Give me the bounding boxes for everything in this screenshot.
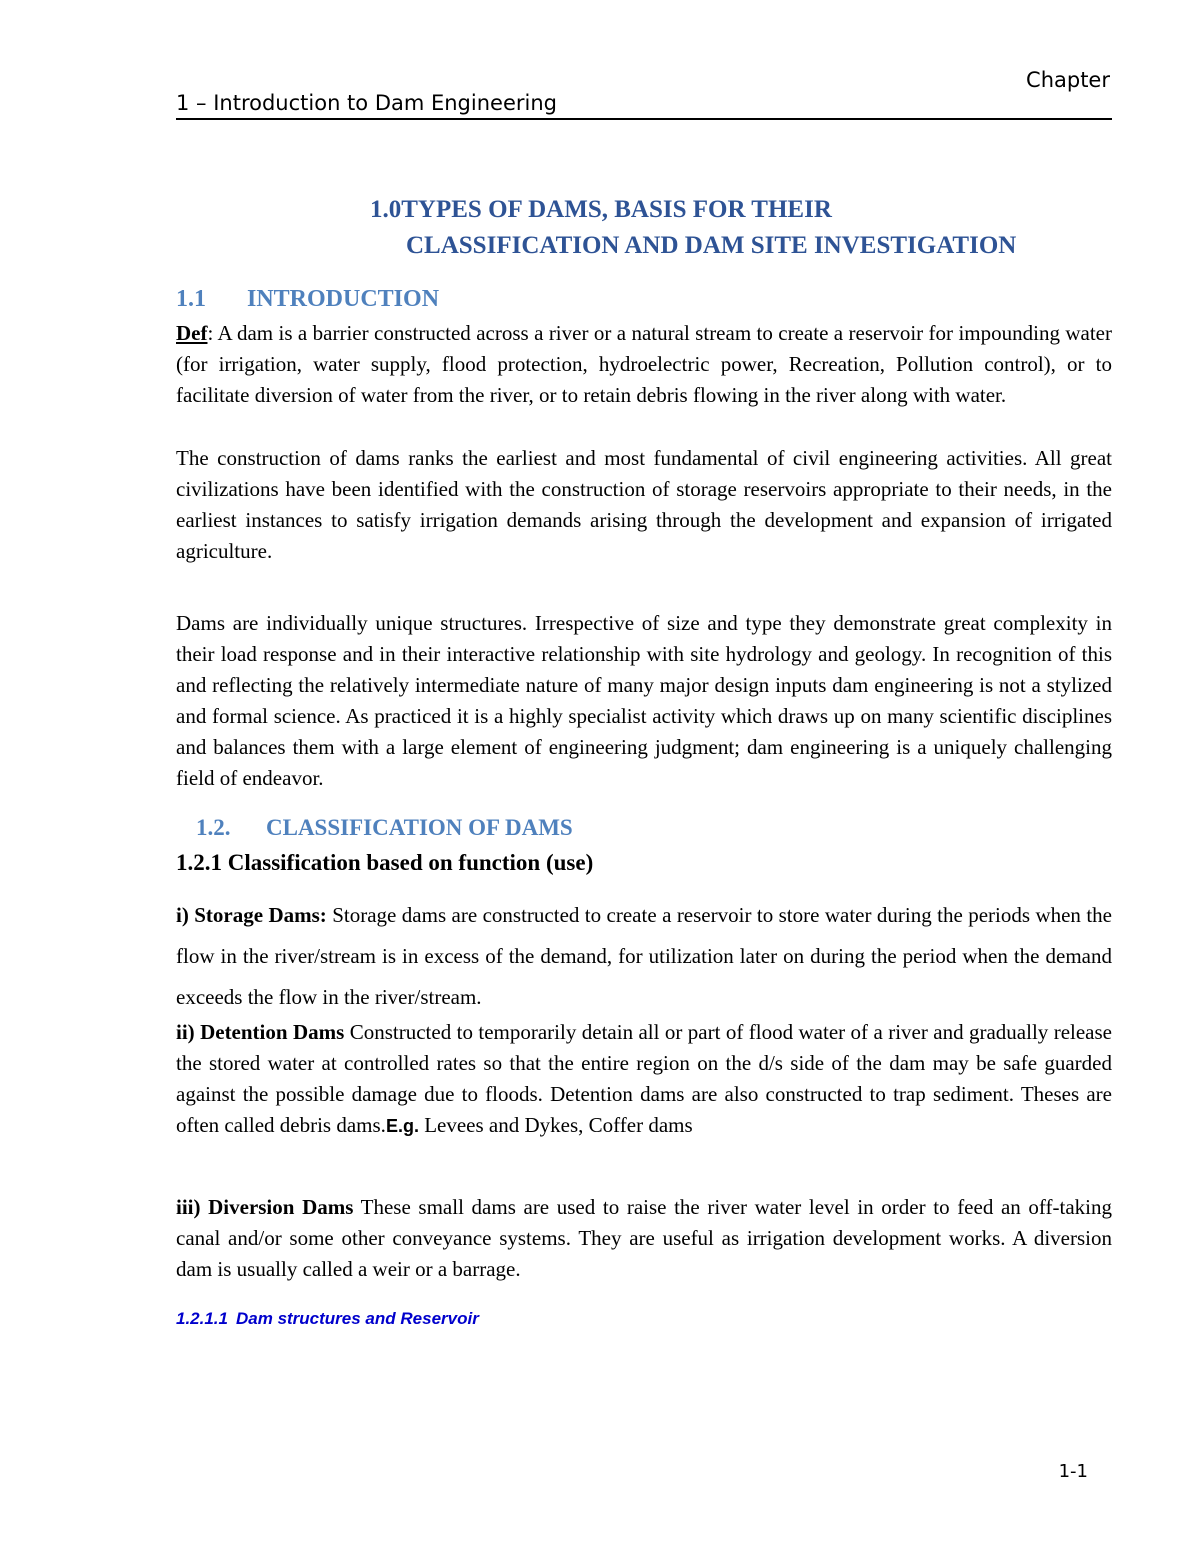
- def-label: Def: [176, 321, 208, 345]
- page-number: 1-1: [1058, 1461, 1088, 1482]
- diversion-dams-paragraph: [176, 1192, 1112, 1285]
- section-number: 1.2.: [196, 815, 231, 840]
- title-line-1: 1.0TYPES OF DAMS, BASIS FOR THEIR: [370, 196, 832, 223]
- def-text: : A dam is a barrier constructed across a river or a natural stream to create a reservoir for impounding water (for irrigation, water supply, flood protection, hydroelectric power, Recreation, Pollution control), or to facilitate diversion of water from the river, or to retain debris flowing in the river along with water.: [176, 321, 1112, 407]
- uniqueness-paragraph: Dams are individually unique structures. Irrespective of size and type they demonstrate great complexity in their load response and in their interactive relationship with site hydrology and geology. In recognition of this and reflecting the relatively intermediate nature of many major design inputs dam engineering is not a stylized and formal science. As practiced it is a highly specialist activity which draws up on many scientific disciplines and balances them with a large element of engineering judgment; dam engineering is a uniquely challenging field of endeavor.: [176, 611, 1112, 790]
- section-heading-introduction: [176, 286, 439, 313]
- diversion-dams-text: These small dams are used to raise the river water level in order to feed an off-taking canal and/or some other conveyance systems. They are useful as irrigation development works. A diversion dam is usually called a weir or a barrage.: [176, 1195, 1112, 1281]
- subsubsection-number: 1.2.1.1: [176, 1309, 228, 1328]
- subsubsection-title: Dam structures and Reservoir: [236, 1309, 479, 1328]
- subsubsection-heading-reservoir: [176, 1309, 479, 1329]
- detention-dams-examples: Levees and Dykes, Coffer dams: [418, 1113, 693, 1137]
- subsection-heading-function: 1.2.1 Classification based on function (use): [176, 850, 594, 875]
- definition-paragraph: [176, 318, 1112, 411]
- section-heading-classification: [196, 815, 573, 841]
- diversion-dams-label: iii) Diversion Dams: [176, 1195, 354, 1219]
- example-label: E.g.: [385, 1116, 419, 1136]
- section-title: INTRODUCTION: [247, 286, 440, 312]
- section-number: 1.1: [176, 286, 206, 312]
- storage-dams-paragraph: [176, 895, 1112, 1018]
- title-line-2: CLASSIFICATION AND DAM SITE INVESTIGATION: [406, 232, 1017, 259]
- history-paragraph: The construction of dams ranks the earliest and most fundamental of civil engineering activities. All great civilizations have been identified with the construction of storage reservoirs appropriate to their needs, in the earliest instances to satisfy irrigation demands arising through the development and expansion of irrigated agriculture.: [176, 446, 1112, 563]
- detention-dams-text: Constructed to temporarily detain all or part of flood water of a river and gradually release the stored water at controlled rates so that the entire region on the d/s side of the dam may be safe guarded against the possible damage due to floods. Detention dams are also constructed to trap sediment. Theses are often called debris dams.: [176, 1020, 1112, 1137]
- header-chapter-label: Chapter: [1026, 68, 1110, 92]
- header-chapter-title: 1 – Introduction to Dam Engineering: [176, 91, 557, 115]
- storage-dams-label: i) Storage Dams:: [176, 903, 327, 927]
- storage-dams-text: Storage dams are constructed to create a reservoir to store water during the periods when the flow in the river/stream is in excess of the demand, for utilization later on during the period when the demand exceeds the flow in the river/stream.: [176, 903, 1113, 1009]
- detention-dams-label: ii) Detention Dams: [176, 1020, 345, 1044]
- section-title: CLASSIFICATION OF DAMS: [266, 815, 573, 840]
- header-divider: [176, 118, 1112, 120]
- detention-dams-paragraph: [176, 1017, 1112, 1142]
